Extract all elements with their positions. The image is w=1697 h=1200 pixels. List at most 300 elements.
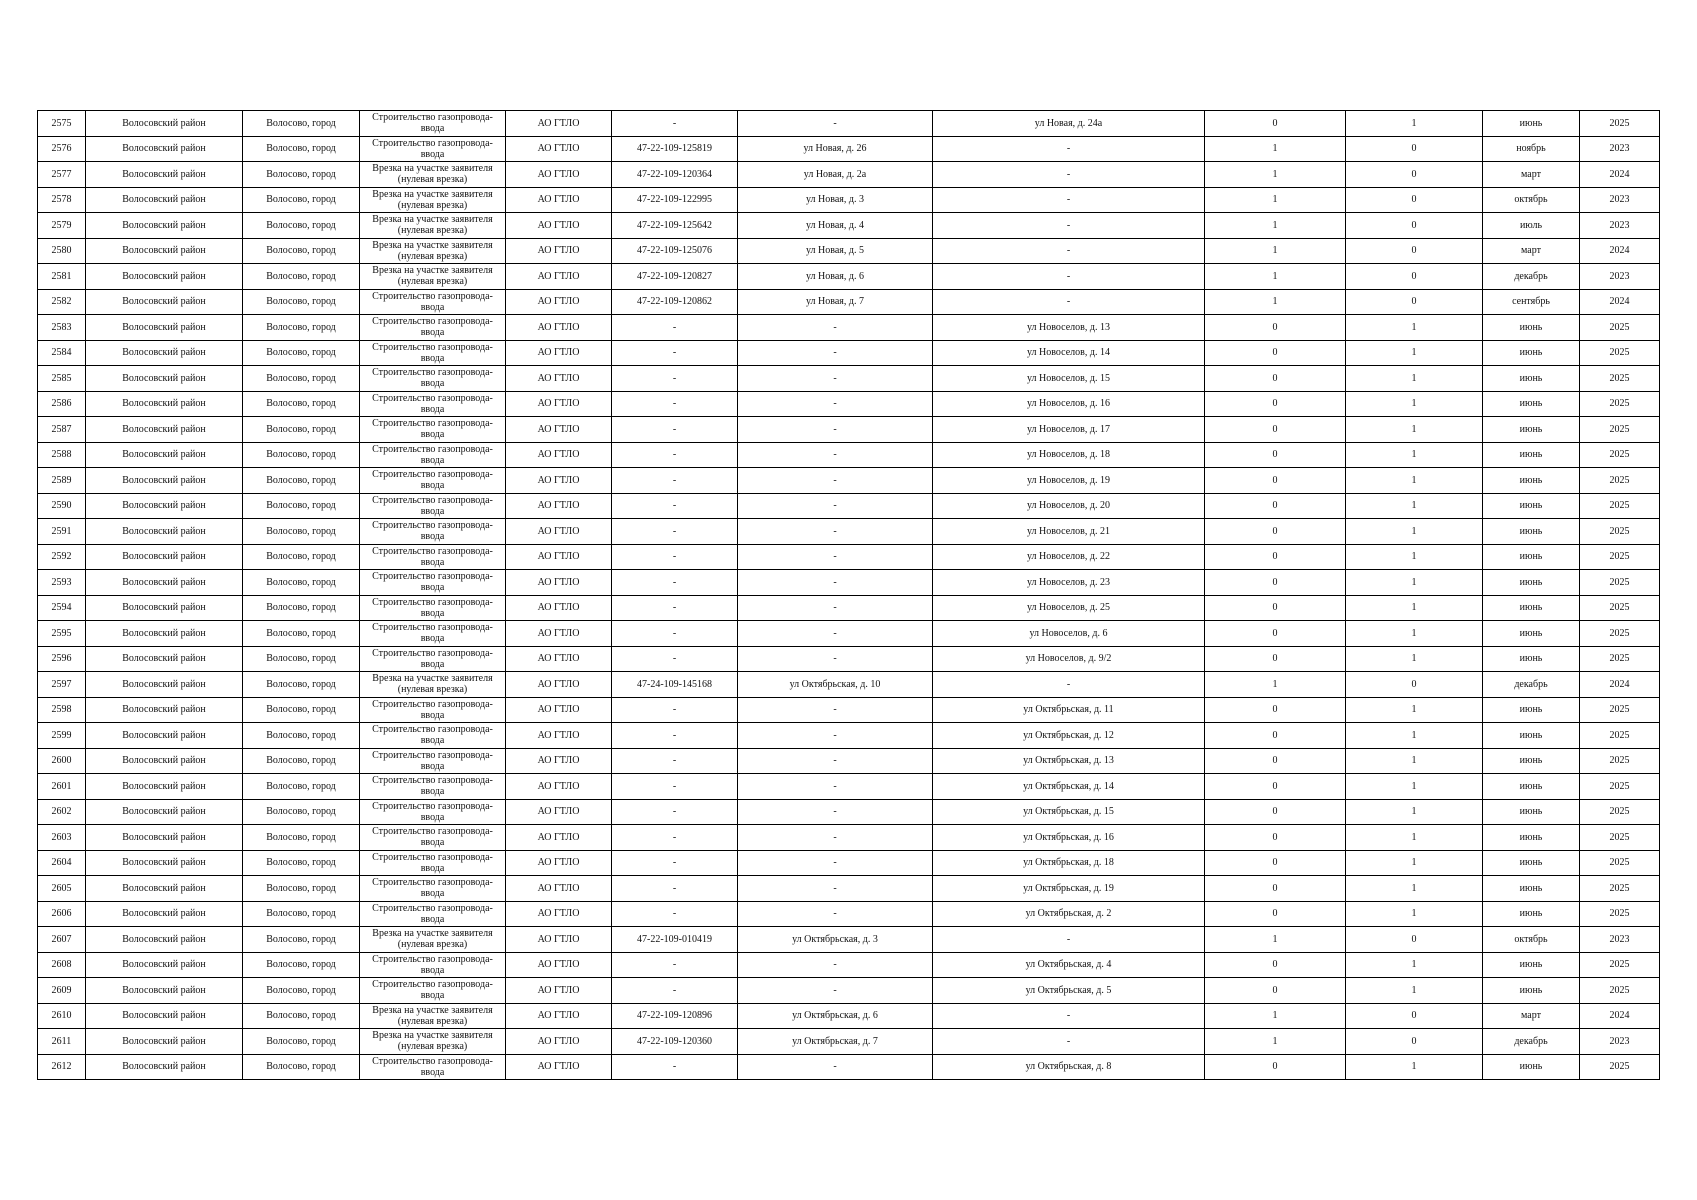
cell-address-planned: ул Новоселов, д. 25 xyxy=(933,595,1205,621)
cell-connected: 0 xyxy=(1205,315,1346,341)
cell-settlement: Волосово, город xyxy=(243,646,360,672)
cell-planned: 1 xyxy=(1346,748,1483,774)
cell-month: июнь xyxy=(1483,442,1580,468)
cell-organization: АО ГТЛО xyxy=(506,697,612,723)
cell-district: Волосовский район xyxy=(86,111,243,137)
cell-organization: АО ГТЛО xyxy=(506,391,612,417)
cell-connected: 0 xyxy=(1205,570,1346,596)
cell-connected: 0 xyxy=(1205,340,1346,366)
cell-district: Волосовский район xyxy=(86,289,243,315)
cell-district: Волосовский район xyxy=(86,876,243,902)
cell-planned: 0 xyxy=(1346,187,1483,213)
cell-connected: 1 xyxy=(1205,136,1346,162)
cell-planned: 1 xyxy=(1346,111,1483,137)
cell-organization: АО ГТЛО xyxy=(506,187,612,213)
cell-num: 2578 xyxy=(38,187,86,213)
cell-contract: - xyxy=(612,570,738,596)
cell-contract: - xyxy=(612,876,738,902)
cell-num: 2609 xyxy=(38,978,86,1004)
cell-district: Волосовский район xyxy=(86,825,243,851)
cell-settlement: Волосово, город xyxy=(243,748,360,774)
cell-address-connected: - xyxy=(738,723,933,749)
cell-settlement: Волосово, город xyxy=(243,697,360,723)
cell-num: 2607 xyxy=(38,927,86,953)
cell-work-type: Врезка на участке заявителя (нулевая врезка) xyxy=(360,264,506,290)
table-row xyxy=(38,187,1660,213)
cell-address-connected: - xyxy=(738,697,933,723)
cell-organization: АО ГТЛО xyxy=(506,544,612,570)
cell-address-connected: - xyxy=(738,468,933,494)
cell-num: 2582 xyxy=(38,289,86,315)
cell-year: 2025 xyxy=(1580,901,1660,927)
cell-connected: 0 xyxy=(1205,493,1346,519)
cell-work-type: Строительство газопровода-ввода xyxy=(360,952,506,978)
cell-connected: 0 xyxy=(1205,646,1346,672)
cell-address-planned: ул Октябрьская, д. 14 xyxy=(933,774,1205,800)
cell-work-type: Строительство газопровода-ввода xyxy=(360,774,506,800)
cell-address-planned: - xyxy=(933,289,1205,315)
cell-address-planned: ул Новоселов, д. 21 xyxy=(933,519,1205,545)
cell-month: июнь xyxy=(1483,366,1580,392)
cell-district: Волосовский район xyxy=(86,315,243,341)
cell-planned: 1 xyxy=(1346,366,1483,392)
cell-num: 2583 xyxy=(38,315,86,341)
cell-year: 2025 xyxy=(1580,468,1660,494)
cell-month: июнь xyxy=(1483,111,1580,137)
cell-district: Волосовский район xyxy=(86,672,243,698)
cell-district: Волосовский район xyxy=(86,391,243,417)
cell-settlement: Волосово, город xyxy=(243,850,360,876)
cell-connected: 1 xyxy=(1205,213,1346,239)
cell-organization: АО ГТЛО xyxy=(506,621,612,647)
cell-connected: 0 xyxy=(1205,774,1346,800)
table-row xyxy=(38,978,1660,1004)
cell-work-type: Врезка на участке заявителя (нулевая врезка) xyxy=(360,238,506,264)
cell-num: 2598 xyxy=(38,697,86,723)
cell-contract: - xyxy=(612,774,738,800)
cell-address-planned: - xyxy=(933,213,1205,239)
cell-address-connected: - xyxy=(738,850,933,876)
cell-district: Волосовский район xyxy=(86,417,243,443)
cell-work-type: Строительство газопровода-ввода xyxy=(360,825,506,851)
cell-contract: 47-22-109-125076 xyxy=(612,238,738,264)
cell-district: Волосовский район xyxy=(86,366,243,392)
cell-address-planned: ул Октябрьская, д. 8 xyxy=(933,1054,1205,1080)
cell-address-planned: ул Октябрьская, д. 15 xyxy=(933,799,1205,825)
cell-settlement: Волосово, город xyxy=(243,1054,360,1080)
table-row xyxy=(38,748,1660,774)
cell-connected: 1 xyxy=(1205,238,1346,264)
cell-address-connected: - xyxy=(738,646,933,672)
cell-num: 2605 xyxy=(38,876,86,902)
cell-address-planned: ул Новоселов, д. 9/2 xyxy=(933,646,1205,672)
cell-month: июнь xyxy=(1483,417,1580,443)
cell-work-type: Строительство газопровода-ввода xyxy=(360,850,506,876)
cell-address-planned: - xyxy=(933,162,1205,188)
cell-connected: 0 xyxy=(1205,978,1346,1004)
cell-address-planned: - xyxy=(933,672,1205,698)
cell-address-connected: ул Новая, д. 2а xyxy=(738,162,933,188)
cell-year: 2024 xyxy=(1580,238,1660,264)
cell-connected: 1 xyxy=(1205,672,1346,698)
cell-year: 2023 xyxy=(1580,187,1660,213)
cell-num: 2581 xyxy=(38,264,86,290)
cell-num: 2591 xyxy=(38,519,86,545)
cell-address-connected: - xyxy=(738,1054,933,1080)
cell-year: 2023 xyxy=(1580,1029,1660,1055)
cell-num: 2603 xyxy=(38,825,86,851)
cell-address-planned: ул Октябрьская, д. 18 xyxy=(933,850,1205,876)
cell-num: 2600 xyxy=(38,748,86,774)
cell-organization: АО ГТЛО xyxy=(506,136,612,162)
cell-district: Волосовский район xyxy=(86,646,243,672)
table-row xyxy=(38,519,1660,545)
cell-contract: - xyxy=(612,748,738,774)
cell-settlement: Волосово, город xyxy=(243,519,360,545)
cell-contract: - xyxy=(612,825,738,851)
cell-work-type: Врезка на участке заявителя (нулевая врезка) xyxy=(360,1003,506,1029)
table-row xyxy=(38,213,1660,239)
cell-settlement: Волосово, город xyxy=(243,264,360,290)
cell-address-planned: ул Новая, д. 24а xyxy=(933,111,1205,137)
table-row xyxy=(38,264,1660,290)
table-row xyxy=(38,952,1660,978)
cell-address-connected: - xyxy=(738,340,933,366)
cell-organization: АО ГТЛО xyxy=(506,493,612,519)
cell-connected: 0 xyxy=(1205,417,1346,443)
cell-contract: - xyxy=(612,391,738,417)
cell-year: 2024 xyxy=(1580,162,1660,188)
cell-num: 2595 xyxy=(38,621,86,647)
cell-planned: 0 xyxy=(1346,238,1483,264)
cell-planned: 0 xyxy=(1346,264,1483,290)
table-row xyxy=(38,289,1660,315)
cell-organization: АО ГТЛО xyxy=(506,442,612,468)
table-row xyxy=(38,340,1660,366)
cell-num: 2611 xyxy=(38,1029,86,1055)
cell-address-planned: ул Новоселов, д. 13 xyxy=(933,315,1205,341)
cell-year: 2025 xyxy=(1580,825,1660,851)
cell-address-connected: ул Новая, д. 3 xyxy=(738,187,933,213)
cell-address-connected: ул Новая, д. 4 xyxy=(738,213,933,239)
cell-contract: - xyxy=(612,621,738,647)
cell-address-connected: - xyxy=(738,748,933,774)
cell-organization: АО ГТЛО xyxy=(506,570,612,596)
cell-organization: АО ГТЛО xyxy=(506,315,612,341)
cell-settlement: Волосово, город xyxy=(243,799,360,825)
cell-settlement: Волосово, город xyxy=(243,621,360,647)
cell-month: июнь xyxy=(1483,850,1580,876)
cell-connected: 0 xyxy=(1205,391,1346,417)
cell-contract: 47-22-109-125642 xyxy=(612,213,738,239)
cell-settlement: Волосово, город xyxy=(243,315,360,341)
table-row xyxy=(38,723,1660,749)
cell-num: 2593 xyxy=(38,570,86,596)
cell-district: Волосовский район xyxy=(86,697,243,723)
cell-work-type: Строительство газопровода-ввода xyxy=(360,366,506,392)
cell-month: июль xyxy=(1483,213,1580,239)
cell-address-connected: - xyxy=(738,952,933,978)
cell-settlement: Волосово, город xyxy=(243,366,360,392)
cell-settlement: Волосово, город xyxy=(243,1003,360,1029)
cell-month: июнь xyxy=(1483,697,1580,723)
cell-connected: 0 xyxy=(1205,723,1346,749)
cell-year: 2024 xyxy=(1580,1003,1660,1029)
table-row xyxy=(38,646,1660,672)
cell-address-planned: - xyxy=(933,264,1205,290)
cell-work-type: Строительство газопровода-ввода xyxy=(360,289,506,315)
cell-work-type: Строительство газопровода-ввода xyxy=(360,570,506,596)
cell-organization: АО ГТЛО xyxy=(506,774,612,800)
cell-work-type: Строительство газопровода-ввода xyxy=(360,1054,506,1080)
table-row xyxy=(38,570,1660,596)
cell-organization: АО ГТЛО xyxy=(506,1003,612,1029)
cell-num: 2594 xyxy=(38,595,86,621)
cell-planned: 1 xyxy=(1346,646,1483,672)
cell-address-planned: ул Новоселов, д. 22 xyxy=(933,544,1205,570)
cell-month: июнь xyxy=(1483,723,1580,749)
cell-contract: - xyxy=(612,1054,738,1080)
cell-contract: - xyxy=(612,111,738,137)
cell-num: 2597 xyxy=(38,672,86,698)
table-row xyxy=(38,1029,1660,1055)
cell-settlement: Волосово, город xyxy=(243,289,360,315)
cell-address-connected: - xyxy=(738,315,933,341)
cell-year: 2025 xyxy=(1580,442,1660,468)
cell-planned: 0 xyxy=(1346,136,1483,162)
table-row xyxy=(38,391,1660,417)
cell-planned: 1 xyxy=(1346,442,1483,468)
cell-connected: 0 xyxy=(1205,366,1346,392)
cell-year: 2025 xyxy=(1580,519,1660,545)
cell-contract: 47-22-109-120862 xyxy=(612,289,738,315)
cell-year: 2025 xyxy=(1580,570,1660,596)
cell-num: 2606 xyxy=(38,901,86,927)
cell-district: Волосовский район xyxy=(86,493,243,519)
cell-address-planned: - xyxy=(933,1029,1205,1055)
cell-organization: АО ГТЛО xyxy=(506,1054,612,1080)
cell-planned: 1 xyxy=(1346,340,1483,366)
cell-address-planned: ул Новоселов, д. 23 xyxy=(933,570,1205,596)
cell-num: 2610 xyxy=(38,1003,86,1029)
cell-settlement: Волосово, город xyxy=(243,723,360,749)
cell-num: 2590 xyxy=(38,493,86,519)
table-row xyxy=(38,111,1660,137)
cell-address-planned: ул Октябрьская, д. 5 xyxy=(933,978,1205,1004)
cell-num: 2596 xyxy=(38,646,86,672)
cell-planned: 1 xyxy=(1346,952,1483,978)
cell-num: 2580 xyxy=(38,238,86,264)
cell-work-type: Строительство газопровода-ввода xyxy=(360,978,506,1004)
cell-address-planned: ул Октябрьская, д. 11 xyxy=(933,697,1205,723)
cell-address-planned: ул Октябрьская, д. 19 xyxy=(933,876,1205,902)
cell-district: Волосовский район xyxy=(86,519,243,545)
cell-address-connected: - xyxy=(738,544,933,570)
cell-planned: 1 xyxy=(1346,850,1483,876)
cell-address-planned: ул Новоселов, д. 16 xyxy=(933,391,1205,417)
cell-address-planned: ул Новоселов, д. 17 xyxy=(933,417,1205,443)
cell-year: 2025 xyxy=(1580,621,1660,647)
cell-month: июнь xyxy=(1483,391,1580,417)
cell-address-planned: ул Новоселов, д. 14 xyxy=(933,340,1205,366)
cell-settlement: Волосово, город xyxy=(243,111,360,137)
cell-work-type: Строительство газопровода-ввода xyxy=(360,340,506,366)
cell-organization: АО ГТЛО xyxy=(506,876,612,902)
table-row xyxy=(38,825,1660,851)
cell-work-type: Строительство газопровода-ввода xyxy=(360,697,506,723)
cell-contract: - xyxy=(612,978,738,1004)
cell-year: 2025 xyxy=(1580,417,1660,443)
cell-district: Волосовский район xyxy=(86,1054,243,1080)
cell-address-planned: ул Октябрьская, д. 16 xyxy=(933,825,1205,851)
cell-num: 2584 xyxy=(38,340,86,366)
cell-num: 2604 xyxy=(38,850,86,876)
cell-organization: АО ГТЛО xyxy=(506,672,612,698)
cell-organization: АО ГТЛО xyxy=(506,901,612,927)
cell-month: июнь xyxy=(1483,621,1580,647)
cell-planned: 1 xyxy=(1346,315,1483,341)
cell-settlement: Волосово, город xyxy=(243,595,360,621)
cell-work-type: Врезка на участке заявителя (нулевая врезка) xyxy=(360,672,506,698)
cell-year: 2025 xyxy=(1580,544,1660,570)
cell-connected: 0 xyxy=(1205,697,1346,723)
cell-year: 2025 xyxy=(1580,1054,1660,1080)
cell-address-planned: - xyxy=(933,1003,1205,1029)
table-row xyxy=(38,1003,1660,1029)
cell-work-type: Строительство газопровода-ввода xyxy=(360,111,506,137)
cell-planned: 1 xyxy=(1346,621,1483,647)
cell-year: 2023 xyxy=(1580,264,1660,290)
cell-work-type: Строительство газопровода-ввода xyxy=(360,391,506,417)
cell-year: 2025 xyxy=(1580,111,1660,137)
cell-settlement: Волосово, город xyxy=(243,213,360,239)
cell-month: октябрь xyxy=(1483,927,1580,953)
cell-contract: - xyxy=(612,493,738,519)
cell-district: Волосовский район xyxy=(86,595,243,621)
table-row xyxy=(38,774,1660,800)
cell-district: Волосовский район xyxy=(86,264,243,290)
cell-work-type: Врезка на участке заявителя (нулевая врезка) xyxy=(360,213,506,239)
cell-address-planned: - xyxy=(933,238,1205,264)
cell-settlement: Волосово, город xyxy=(243,672,360,698)
cell-organization: АО ГТЛО xyxy=(506,519,612,545)
cell-address-connected: - xyxy=(738,774,933,800)
cell-year: 2024 xyxy=(1580,672,1660,698)
cell-year: 2025 xyxy=(1580,315,1660,341)
cell-num: 2577 xyxy=(38,162,86,188)
cell-contract: - xyxy=(612,646,738,672)
cell-planned: 1 xyxy=(1346,774,1483,800)
cell-settlement: Волосово, город xyxy=(243,238,360,264)
cell-num: 2592 xyxy=(38,544,86,570)
cell-organization: АО ГТЛО xyxy=(506,417,612,443)
cell-address-connected: ул Октябрьская, д. 10 xyxy=(738,672,933,698)
cell-month: июнь xyxy=(1483,952,1580,978)
cell-month: июнь xyxy=(1483,315,1580,341)
cell-planned: 1 xyxy=(1346,391,1483,417)
table-row xyxy=(38,366,1660,392)
cell-month: июнь xyxy=(1483,825,1580,851)
cell-month: октябрь xyxy=(1483,187,1580,213)
cell-work-type: Строительство газопровода-ввода xyxy=(360,723,506,749)
cell-settlement: Волосово, город xyxy=(243,570,360,596)
cell-connected: 0 xyxy=(1205,621,1346,647)
cell-connected: 0 xyxy=(1205,825,1346,851)
cell-planned: 1 xyxy=(1346,876,1483,902)
cell-address-planned: ул Новоселов, д. 19 xyxy=(933,468,1205,494)
cell-planned: 1 xyxy=(1346,595,1483,621)
cell-month: июнь xyxy=(1483,748,1580,774)
cell-year: 2024 xyxy=(1580,289,1660,315)
cell-work-type: Строительство газопровода-ввода xyxy=(360,544,506,570)
cell-settlement: Волосово, город xyxy=(243,417,360,443)
table-row xyxy=(38,468,1660,494)
cell-address-connected: - xyxy=(738,391,933,417)
cell-settlement: Волосово, город xyxy=(243,544,360,570)
cell-organization: АО ГТЛО xyxy=(506,748,612,774)
cell-contract: 47-22-109-010419 xyxy=(612,927,738,953)
cell-contract: - xyxy=(612,952,738,978)
cell-month: декабрь xyxy=(1483,264,1580,290)
cell-address-planned: ул Новоселов, д. 20 xyxy=(933,493,1205,519)
cell-month: июнь xyxy=(1483,646,1580,672)
table-row xyxy=(38,595,1660,621)
cell-address-connected: - xyxy=(738,366,933,392)
cell-address-connected: ул Октябрьская, д. 7 xyxy=(738,1029,933,1055)
cell-work-type: Врезка на участке заявителя (нулевая врезка) xyxy=(360,927,506,953)
table-row xyxy=(38,162,1660,188)
cell-address-connected: - xyxy=(738,570,933,596)
cell-organization: АО ГТЛО xyxy=(506,799,612,825)
cell-work-type: Строительство газопровода-ввода xyxy=(360,136,506,162)
cell-month: июнь xyxy=(1483,468,1580,494)
cell-address-connected: ул Новая, д. 7 xyxy=(738,289,933,315)
cell-connected: 1 xyxy=(1205,289,1346,315)
cell-settlement: Волосово, город xyxy=(243,162,360,188)
cell-contract: - xyxy=(612,901,738,927)
cell-contract: - xyxy=(612,519,738,545)
cell-organization: АО ГТЛО xyxy=(506,468,612,494)
cell-connected: 0 xyxy=(1205,544,1346,570)
cell-address-planned: ул Новоселов, д. 15 xyxy=(933,366,1205,392)
cell-connected: 1 xyxy=(1205,162,1346,188)
cell-contract: - xyxy=(612,799,738,825)
cell-contract: - xyxy=(612,417,738,443)
cell-district: Волосовский район xyxy=(86,799,243,825)
cell-address-connected: - xyxy=(738,442,933,468)
cell-address-planned: ул Октябрьская, д. 12 xyxy=(933,723,1205,749)
cell-address-connected: - xyxy=(738,519,933,545)
cell-organization: АО ГТЛО xyxy=(506,340,612,366)
cell-planned: 0 xyxy=(1346,289,1483,315)
cell-organization: АО ГТЛО xyxy=(506,162,612,188)
cell-district: Волосовский район xyxy=(86,162,243,188)
cell-settlement: Волосово, город xyxy=(243,136,360,162)
cell-district: Волосовский район xyxy=(86,187,243,213)
cell-organization: АО ГТЛО xyxy=(506,952,612,978)
cell-district: Волосовский район xyxy=(86,570,243,596)
cell-year: 2025 xyxy=(1580,493,1660,519)
cell-month: июнь xyxy=(1483,544,1580,570)
cell-planned: 0 xyxy=(1346,162,1483,188)
cell-planned: 1 xyxy=(1346,799,1483,825)
cell-month: июнь xyxy=(1483,570,1580,596)
table-row xyxy=(38,315,1660,341)
cell-settlement: Волосово, город xyxy=(243,952,360,978)
cell-num: 2601 xyxy=(38,774,86,800)
cell-work-type: Строительство газопровода-ввода xyxy=(360,748,506,774)
table-row xyxy=(38,672,1660,698)
